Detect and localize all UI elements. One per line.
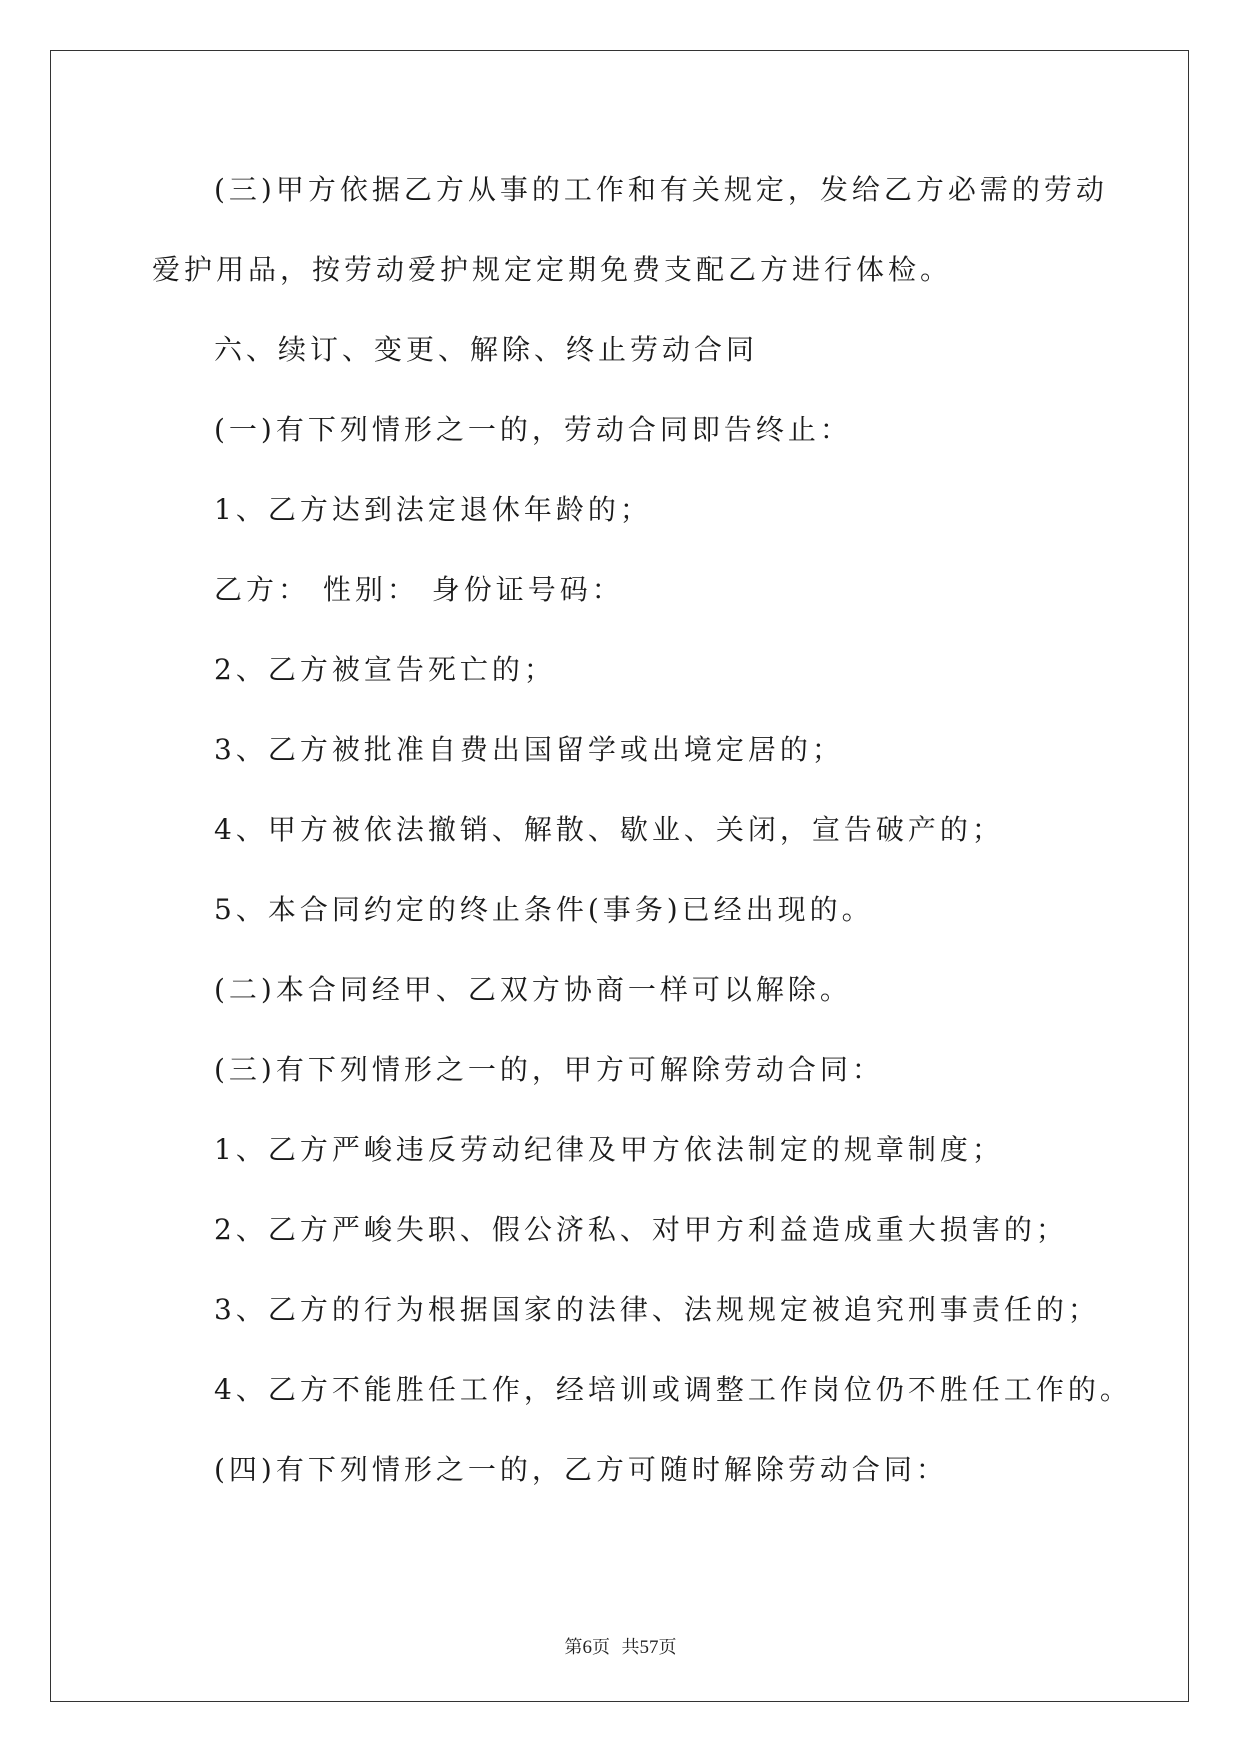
- list-item: 1、乙方达到法定退休年龄的；: [214, 493, 652, 526]
- section-heading: 六、续订、变更、解除、终止劳动合同: [214, 333, 759, 366]
- total-pages-number: 57: [639, 1637, 659, 1658]
- paragraph-line: (一)有下列情形之一的，劳动合同即告终止：: [214, 413, 852, 446]
- party-b-info-line: 乙方： 性别： 身份证号码：: [214, 573, 624, 606]
- document-body: [152, 170, 1132, 1490]
- list-item: 4、甲方被依法撤销、解散、歇业、关闭，宣告破产的；: [214, 813, 1004, 846]
- list-item: 2、乙方严峻失职、假公济私、对甲方利益造成重大损害的；: [214, 1213, 1068, 1246]
- paragraph-line: (二)本合同经甲、乙双方协商一样可以解除。: [214, 973, 852, 1006]
- list-item: 1、乙方严峻违反劳动纪律及甲方依法制定的规章制度；: [214, 1133, 1004, 1166]
- footer-prefix: 第: [564, 1637, 583, 1658]
- footer-middle: 页 共: [592, 1637, 640, 1658]
- list-item: 2、乙方被宣告死亡的；: [214, 653, 556, 686]
- list-item: 4、乙方不能胜任工作，经培训或调整工作岗位仍不胜任工作的。: [214, 1373, 1132, 1406]
- current-page-number: 6: [582, 1637, 593, 1658]
- paragraph-line: (三)有下列情形之一的，甲方可解除劳动合同：: [214, 1053, 884, 1086]
- list-item: 3、乙方被批准自费出国留学或出境定居的；: [214, 733, 844, 766]
- list-item: 3、乙方的行为根据国家的法律、法规规定被追究刑事责任的；: [214, 1293, 1100, 1326]
- list-item: 5、本合同约定的终止条件(事务)已经出现的。: [214, 893, 874, 926]
- paragraph-line: (四)有下列情形之一的，乙方可随时解除劳动合同：: [214, 1453, 948, 1486]
- page-footer: [0, 1633, 1241, 1659]
- paragraph-line: 爱护用品，按劳动爱护规定定期免费支配乙方进行体检。: [152, 253, 953, 286]
- paragraph-line: (三)甲方依据乙方从事的工作和有关规定，发给乙方必需的劳动: [214, 173, 1108, 206]
- footer-suffix: 页: [658, 1637, 677, 1658]
